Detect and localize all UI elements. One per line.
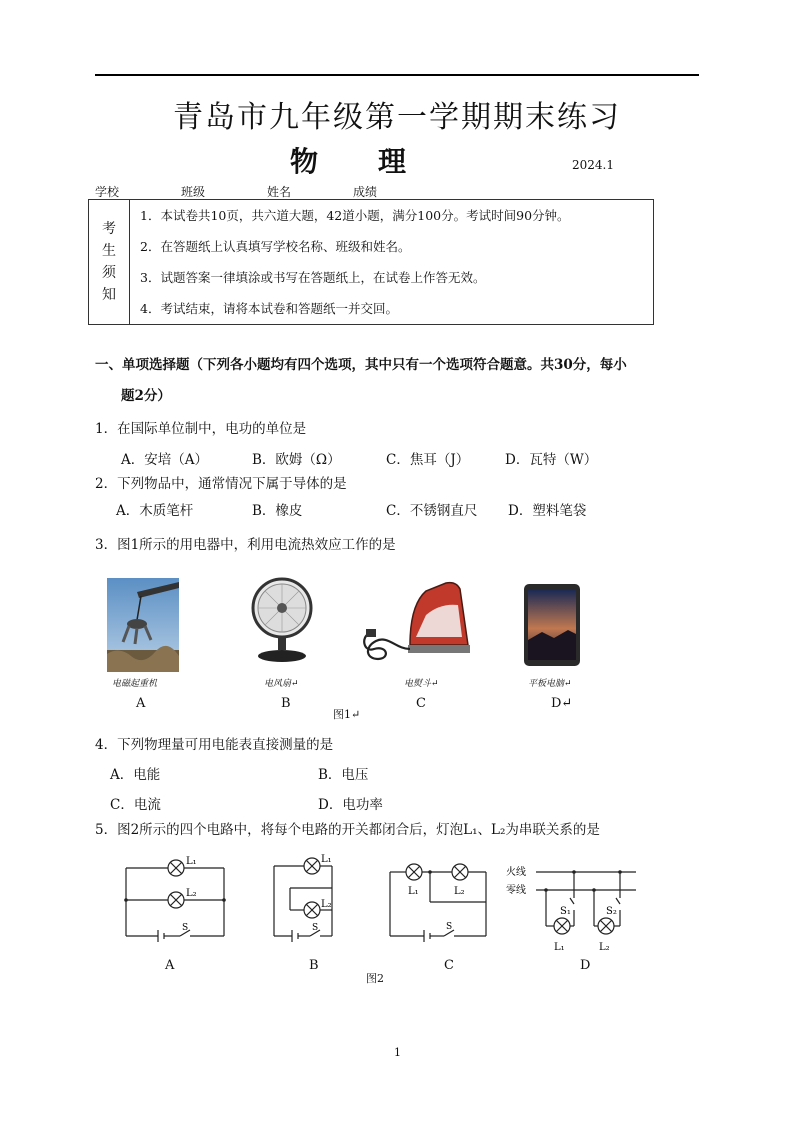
q2-option-d: D．塑料笔袋 bbox=[508, 503, 587, 519]
circuit-b-l1-label: L₁ bbox=[321, 854, 332, 865]
crane-image bbox=[107, 578, 179, 672]
q3-letter-b: B bbox=[281, 696, 291, 711]
q1-option-c: C．焦耳（J） bbox=[386, 452, 470, 468]
circuit-d-s1-label: S₁ bbox=[560, 906, 571, 917]
q4-option-d: D．电功率 bbox=[318, 797, 383, 813]
info-name-label: 姓名 bbox=[267, 185, 292, 199]
q4-option-a: A．电能 bbox=[110, 767, 161, 783]
info-school-label: 学校 bbox=[95, 185, 120, 199]
info-score-label: 成绩 bbox=[353, 185, 378, 199]
circuit-b bbox=[270, 852, 340, 948]
iron-image bbox=[360, 575, 472, 667]
caption-fan: 电风扇↵ bbox=[264, 679, 299, 689]
figure2-label: 图2 bbox=[366, 972, 384, 985]
circuit-d-l2-label: L₂ bbox=[599, 942, 610, 953]
circuit-a-l2-label: L₂ bbox=[186, 888, 197, 899]
subject-title: 物理 bbox=[290, 145, 467, 178]
notice-label: 考 生 须 知 bbox=[89, 200, 130, 325]
caption-crane: 电磁起重机 bbox=[112, 679, 158, 689]
q1-option-b: B．欧姆（Ω） bbox=[252, 452, 341, 468]
exam-title: 青岛市九年级第一学期期末练习 bbox=[173, 100, 621, 135]
q4-stem: 4．下列物理量可用电能表直接测量的是 bbox=[95, 737, 334, 753]
q3-letter-c: C bbox=[416, 696, 426, 711]
exam-date: 2024.1 bbox=[572, 158, 614, 172]
notice-item: 3．试题答案一律填涂或书写在答题纸上，在试卷上作答无效。 bbox=[140, 270, 486, 285]
q3-letter-d: D↵ bbox=[551, 696, 573, 711]
circuit-d-l1-label: L₁ bbox=[554, 942, 565, 953]
caption-tablet: 平板电脑↵ bbox=[528, 679, 572, 689]
circuit-a-switch-label: S bbox=[182, 923, 189, 933]
section1-heading-cont: 题2分） bbox=[121, 388, 171, 404]
tablet-image bbox=[524, 584, 580, 666]
header-rule bbox=[95, 74, 699, 76]
q5-letter-b: B bbox=[309, 958, 319, 973]
circuit-c-l2-label: L₂ bbox=[454, 886, 465, 897]
q1-stem: 1．在国际单位制中，电功的单位是 bbox=[95, 421, 307, 437]
q4-option-b: B．电压 bbox=[318, 767, 369, 783]
notice-items bbox=[130, 200, 654, 325]
notice-item: 4．考试结束，请将本试卷和答题纸一并交回。 bbox=[140, 301, 398, 316]
q2-option-b: B．橡皮 bbox=[252, 503, 303, 519]
circuit-b-switch-label: S bbox=[312, 923, 319, 933]
fan-image bbox=[246, 578, 318, 664]
q1-option-a: A．安培（A） bbox=[121, 452, 208, 468]
circuit-c-switch-label: S bbox=[446, 922, 453, 932]
neutral-wire-label: 零线 bbox=[506, 885, 526, 896]
figure1-label: 图1↵ bbox=[333, 708, 361, 721]
q1-option-d: D．瓦特（W） bbox=[505, 452, 598, 468]
circuit-c bbox=[386, 856, 492, 946]
q2-stem: 2．下列物品中，通常情况下属于导体的是 bbox=[95, 476, 347, 492]
notice-item: 2．在答题纸上认真填写学校名称、班级和姓名。 bbox=[140, 239, 411, 254]
q5-letter-d: D bbox=[580, 958, 591, 973]
section1-heading: 一、单项选择题（下列各小题均有四个选项，其中只有一个选项符合题意。共30分，每小 bbox=[95, 357, 627, 373]
live-wire-label: 火线 bbox=[506, 867, 526, 878]
q5-stem: 5．图2所示的四个电路中，将每个电路的开关都闭合后，灯泡L₁、L₂为串联关系的是 bbox=[95, 822, 600, 838]
circuit-d bbox=[506, 860, 640, 956]
q3-stem: 3．图1所示的用电器中，利用电流热效应工作的是 bbox=[95, 537, 396, 553]
student-info-line bbox=[95, 183, 453, 200]
circuit-a bbox=[120, 852, 230, 948]
q5-letter-c: C bbox=[444, 958, 454, 973]
caption-iron: 电熨斗↵ bbox=[404, 679, 439, 689]
page-number: 1 bbox=[394, 1046, 401, 1059]
q2-option-c: C．不锈钢直尺 bbox=[386, 503, 478, 519]
q5-letter-a: A bbox=[165, 958, 175, 973]
exam-notice-box bbox=[88, 199, 654, 325]
q2-option-a: A．木质笔杆 bbox=[116, 503, 194, 519]
info-class-label: 班级 bbox=[181, 185, 206, 199]
circuit-a-l1-label: L₁ bbox=[186, 856, 197, 867]
q3-letter-a: A bbox=[136, 696, 146, 711]
circuit-c-l1-label: L₁ bbox=[408, 886, 419, 897]
notice-item: 1．本试卷共10页，共六道大题，42道小题，满分100分。考试时间90分钟。 bbox=[140, 208, 570, 223]
q4-option-c: C．电流 bbox=[110, 797, 161, 813]
circuit-d-s2-label: S₂ bbox=[606, 906, 617, 917]
circuit-b-l2-label: L₂ bbox=[321, 899, 332, 910]
